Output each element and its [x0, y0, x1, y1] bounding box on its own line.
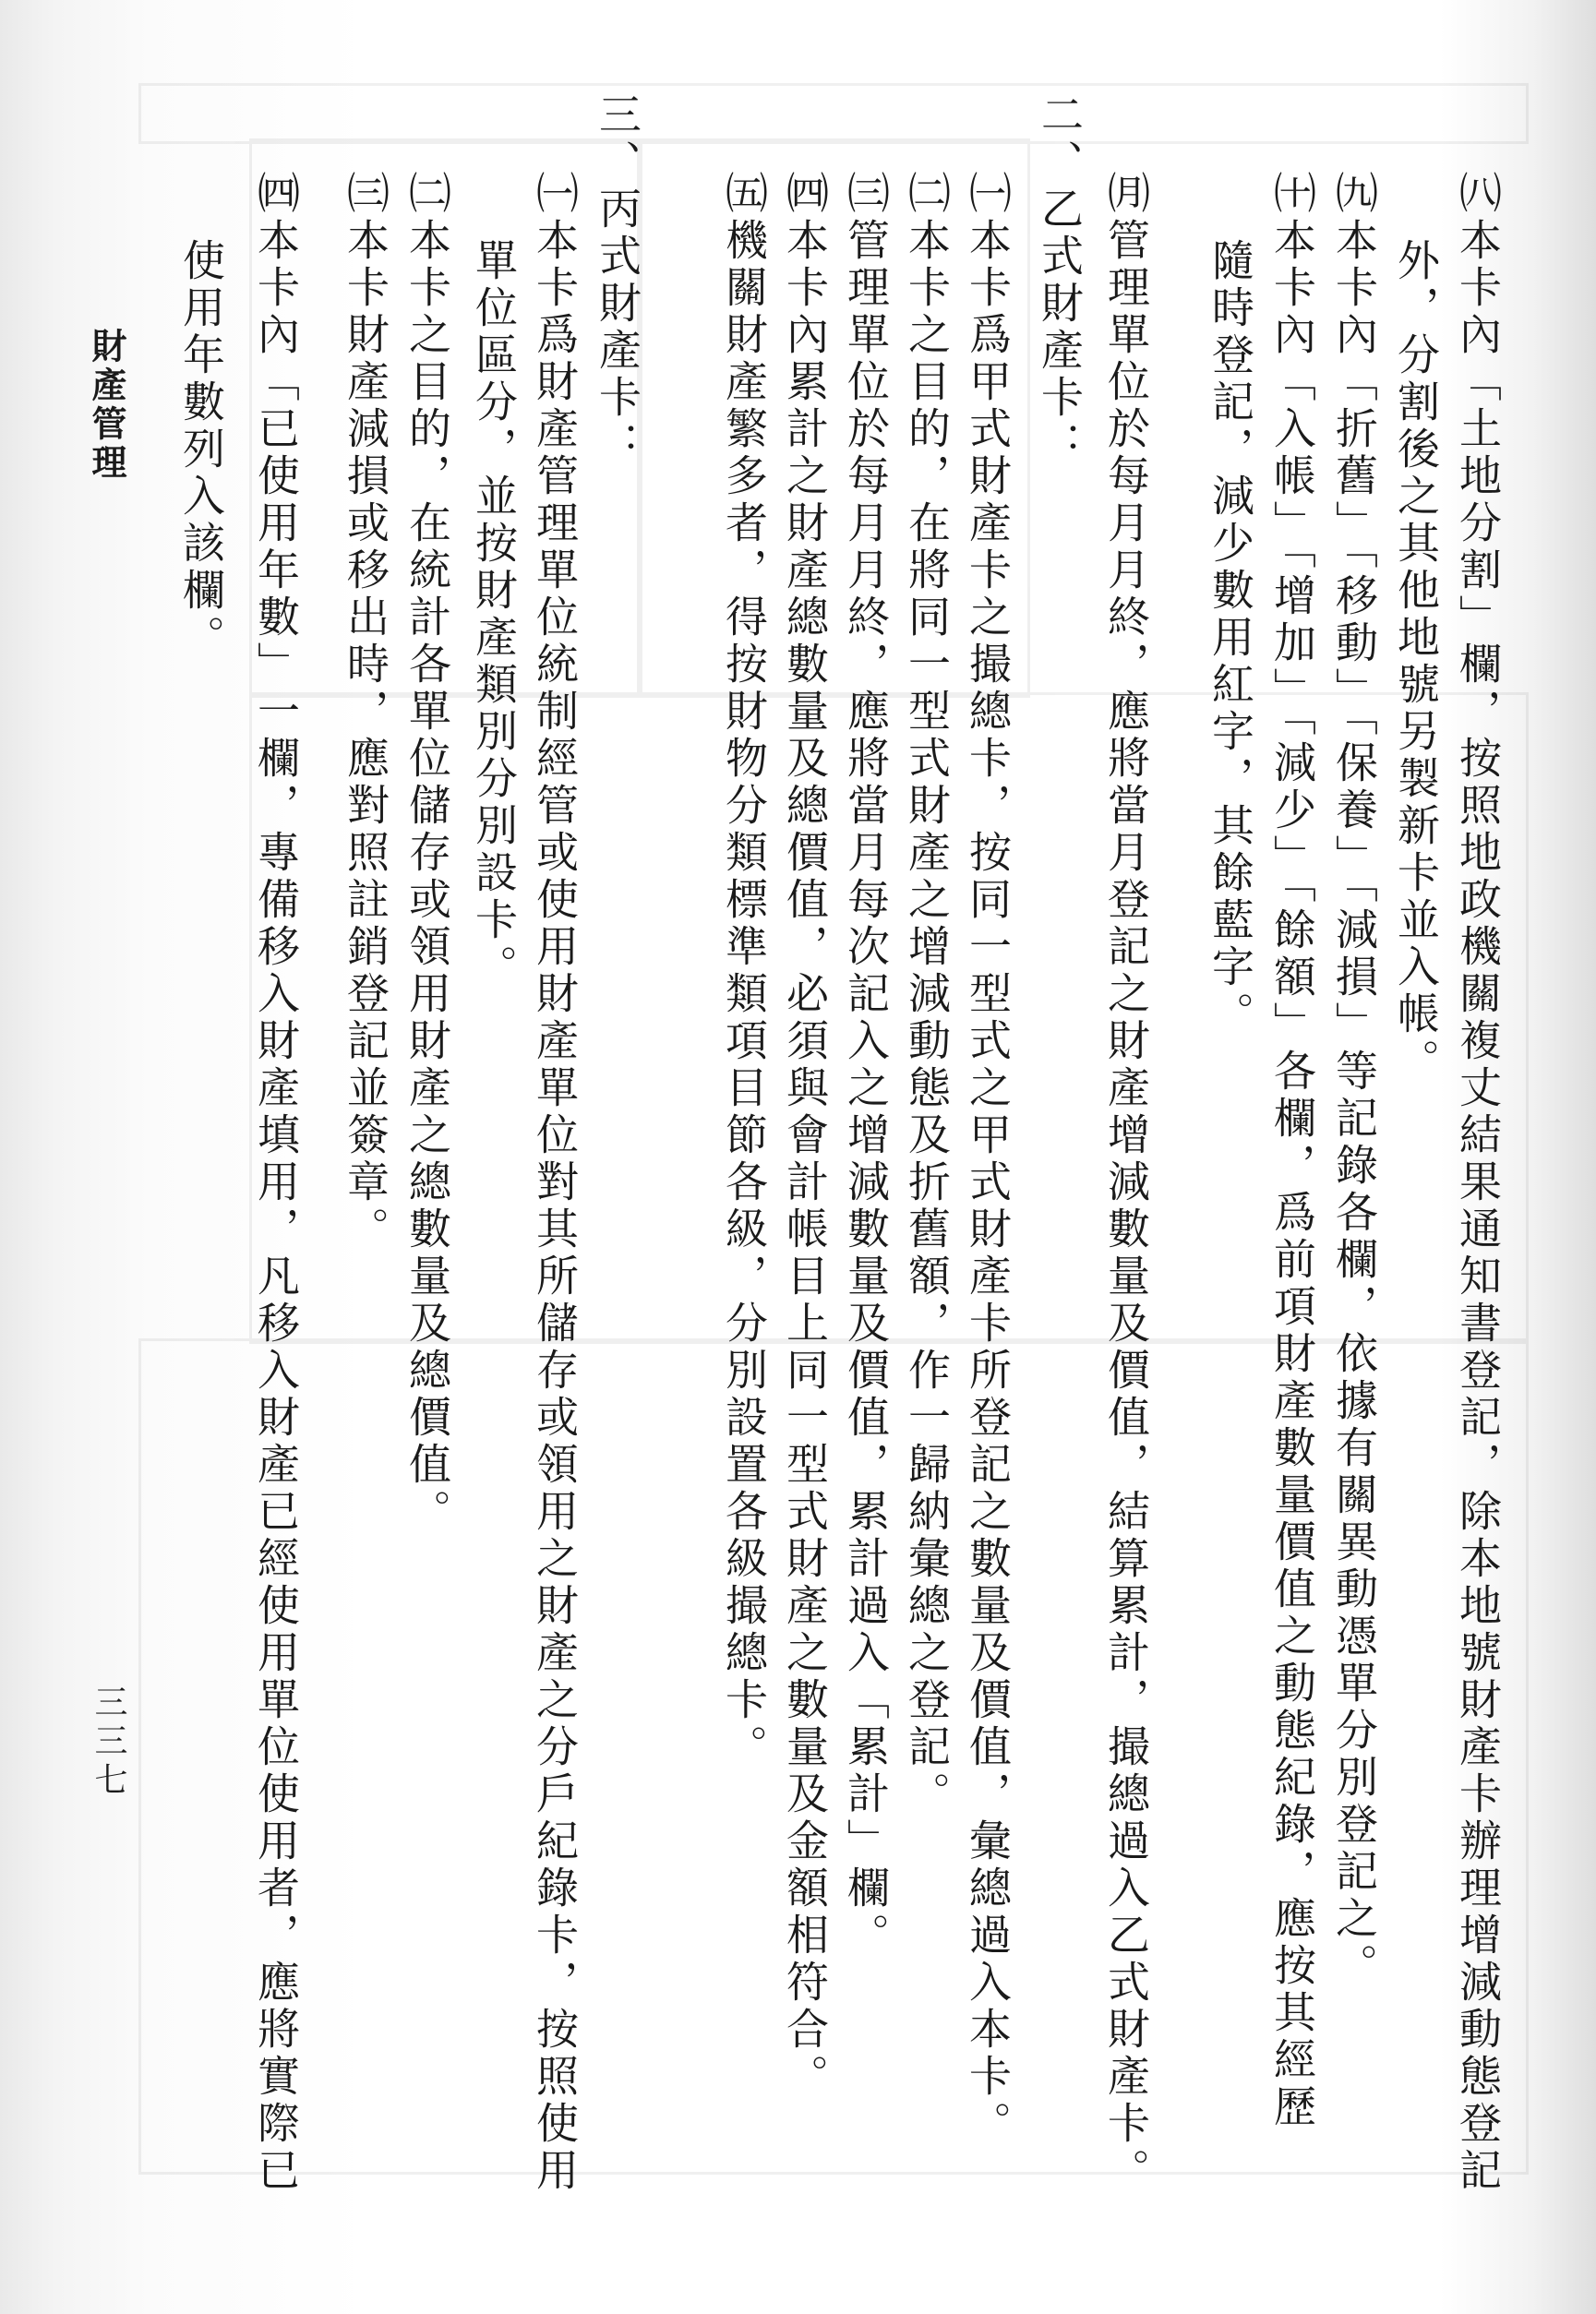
page-number: 三三七	[90, 1685, 127, 1801]
section-heading-2: 二、乙式財產卡：	[1035, 92, 1085, 469]
section-2-item-4: ㈣本卡內累計之財產總數量及總價值，必須與會計帳目上同一型式財產之數量及金額相符合。	[780, 171, 830, 2101]
paragraph-8: ㈧本卡內「土地分割」欄，按照地政機關複丈結果通知書登記，除本地號財產卡辦理增減動態登記	[1453, 171, 1503, 2195]
section-2-item-5: ㈤機關財產繁多者，得按財物分類標準類項目節各級，分別設置各級撮總卡。	[719, 171, 769, 1771]
paragraph-11: ㈪管理單位於每月月終，應將當月登記之財產增減數量及價值，結算累計，撮總過入乙式財產卡。	[1101, 171, 1151, 2195]
section-3-item-1-continued: 單位區分，並按財產類別分別設卡。	[469, 238, 519, 991]
section-3-item-4: ㈣本卡內「已使用年數」一欄，專備移入財產填用，凡移入財產已經使用單位使用者，應將實際已	[251, 171, 301, 2195]
paragraph-9: ㈨本卡內「折舊」「移動」「保養」「減損」等記錄各欄，依據有關異動憑單分別登記之。	[1329, 171, 1379, 1990]
paragraph-10: ㈩本卡內「入帳」「增加」「減少」「餘額」各欄，爲前項財產數量價值之動態紀錄，應按其經歷	[1267, 171, 1317, 2131]
section-3-item-1: ㈠本卡爲財產管理單位統制經管或使用財產單位對其所儲存或領用之財產之分戶紀錄卡，按照使用	[530, 171, 580, 2195]
paragraph-8-continued: 外，分割後之其他地號另製新卡並入帳。	[1391, 238, 1441, 1085]
section-heading-3: 三、丙式財產卡：	[593, 92, 642, 469]
running-title: 財產管理	[86, 328, 126, 483]
section-2-item-3: ㈢管理單位於每月月終，應將當月每次記入之增減數量及價值，累計過入「累計」欄。	[841, 171, 891, 1960]
section-3-item-2: ㈡本卡之目的，在統計各單位儲存或領用財產之總數量及總價值。	[402, 171, 452, 1536]
section-3-item-4-continued: 使用年數列入該欄。	[176, 238, 226, 662]
section-2-item-2: ㈡本卡之目的，在將同一型式財產之增減動態及折舊額，作一歸納彙總之登記。	[902, 171, 952, 1818]
paragraph-10-continued: 隨時登記，減少數用紅字，其餘藍字。	[1206, 238, 1255, 1038]
section-3-item-3: ㈢本卡財產減損或移出時，應對照註銷登記並簽章。	[341, 171, 390, 1253]
section-2-item-1: ㈠本卡爲甲式財產卡之撮總卡，按同一型式之甲式財產卡所登記之數量及價值，彙總過入本卡。	[963, 171, 1013, 2148]
